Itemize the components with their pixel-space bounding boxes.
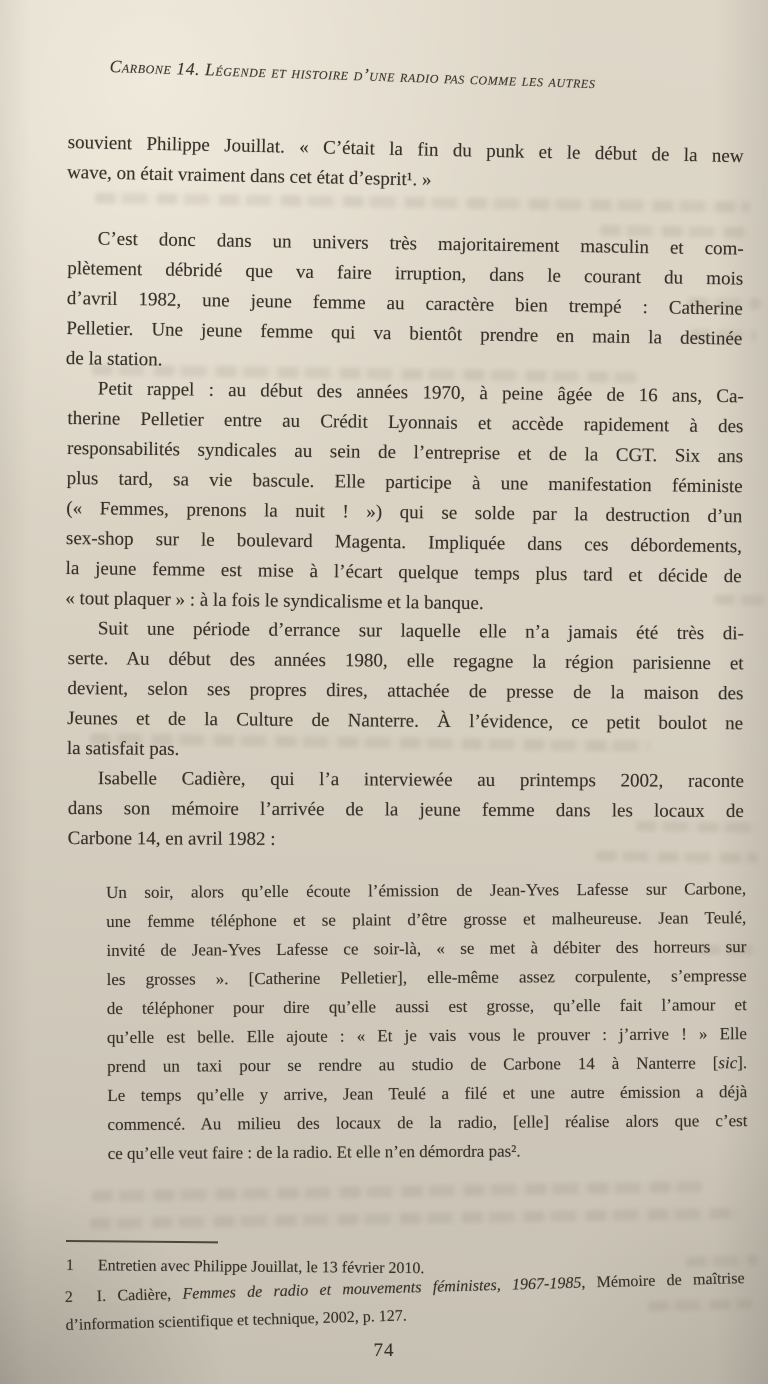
paragraph: [68, 764, 744, 857]
footnote-text: , Mémoire de maîtrise: [581, 1270, 745, 1292]
text-line: responsabilités syndicales au sein de l’entreprise et de la CGT. Six ans: [66, 437, 744, 468]
text-line: les grosses ». [Catherine Pelletier], elle-même assez corpulente, s’empresse: [106, 966, 747, 989]
text-line: plètement débridé que va faire irruption, dans le courant du mois: [67, 257, 744, 290]
text-line: Pelletier. Une jeune femme qui va bientôt prendre en main la destinée: [66, 317, 743, 350]
text-line: d’avril 1982, une jeune femme au caractère bien trempé : Catherine: [66, 287, 743, 320]
paragraph: [66, 224, 744, 385]
text-line: Jeunes et de la Culture de Nanterre. À l’évidence, ce petit boulot ne: [67, 707, 744, 735]
text-line: de téléphoner pour dire qu’elle aussi est grosse, qu’elle fait l’amour et: [106, 995, 747, 1018]
footnote-separator: [66, 1240, 218, 1243]
text-line: la jeune femme est mise à l’écart quelque temps plus tard et décide de: [65, 557, 742, 588]
bleed-through-ghost: [92, 1181, 702, 1202]
text-line: Petit rappel : au début des années 1970, à peine âgée de 16 ans, Ca-: [97, 378, 744, 408]
paragraph: [67, 128, 744, 202]
text-line: serte. Au début des années 1980, elle regagne la région parisienne et: [67, 647, 744, 675]
quote-sic-pre: prend un taxi pour se rendre au studio de Carbone 14 à Nanterre [: [107, 1053, 719, 1076]
footnote-number: 2: [64, 1288, 74, 1307]
text-line: (« Femmes, prenons la nuit ! ») qui se solde par la destruction d’un: [66, 497, 743, 528]
text-line: therine Pelletier entre au Crédit Lyonnais et accède rapidement à des: [67, 407, 744, 438]
paragraph: [65, 374, 744, 622]
text-line: C’est donc dans un univers très majoritairement masculin et com-: [97, 228, 744, 260]
paragraph: [67, 614, 744, 769]
block-quote: [106, 874, 748, 1168]
bleed-through-ghost: [90, 1208, 738, 1229]
text-line: wave, on était vraiment dans cet état d’esprit¹. »: [66, 161, 432, 191]
running-header: Carbone 14. Légende et histoire d’une radio pas comme les autres: [109, 56, 596, 93]
text-line: Isabelle Cadière, qui l’a interviewée au printemps 2002, raconte: [97, 768, 744, 792]
text-line: la satisfait pas.: [66, 737, 180, 760]
text-line: dans son mémoire l’arrivée de la jeune femme dans les locaux de: [67, 797, 744, 822]
text-line: une femme téléphone et se plaint d’être grosse et malheureuse. Jean Teulé,: [106, 908, 747, 931]
footnote-number: 1: [65, 1256, 74, 1275]
text-line: invité de Jean-Yves Lafesse ce soir-là, « se met à débiter des horreurs sur: [106, 937, 747, 960]
text-line: Suit une période d’errance sur laquelle elle n’a jamais été très di-: [97, 618, 744, 645]
text-line: plus tard, sa vie bascule. Elle participe à une manifestation féministe: [66, 467, 743, 498]
text-line: commencé. Au milieu des locaux de la radio, [elle] réalise alors que c’est: [107, 1111, 748, 1134]
footnote-text: I. Cadière,: [96, 1285, 183, 1306]
footnote-title-italic: Femmes de radio et mouvements féministes, 1967-1985: [182, 1274, 582, 1303]
text-line: qu’elle est belle. Elle ajoute : « Et je vais vous le prouver : j’arrive ! » Elle: [106, 1024, 748, 1047]
footnote-text: Entretien avec Philippe Jouillat, le 13 février 2010.: [97, 1257, 425, 1278]
text-line: Le temps qu’elle y arrive, Jean Teulé a filé et une autre émission a déjà: [107, 1082, 748, 1105]
text-line: [107, 1048, 747, 1081]
text-line: d’information scientifique et technique, 2002, p. 127.: [65, 1307, 407, 1335]
text-line: souvient Philippe Jouillat. « C’était la fin du punk et le début de la new: [67, 131, 744, 168]
page-number: 74: [373, 1340, 395, 1361]
text-line: devient, selon ses propres dires, attachée de presse de la maison des: [67, 677, 744, 705]
text-line: sex-shop sur le boulevard Magenta. Impliquée dans ces débordements,: [65, 527, 743, 558]
text-line: Un soir, alors qu’elle écoute l’émission de Jean-Yves Lafesse sur Carbone,: [106, 879, 747, 902]
text-line: ce qu’elle veut faire : de la radio. Et elle n’en démordra pas².: [107, 1141, 521, 1163]
text-line: Carbone 14, en avril 1982 :: [67, 827, 276, 850]
text-line: de la station.: [65, 347, 163, 371]
quote-sic-post: ].: [737, 1053, 748, 1073]
text-line: « tout plaquer » : à la fois le syndicalisme et la banque.: [65, 587, 484, 615]
quote-sic-italic: sic: [718, 1053, 738, 1073]
